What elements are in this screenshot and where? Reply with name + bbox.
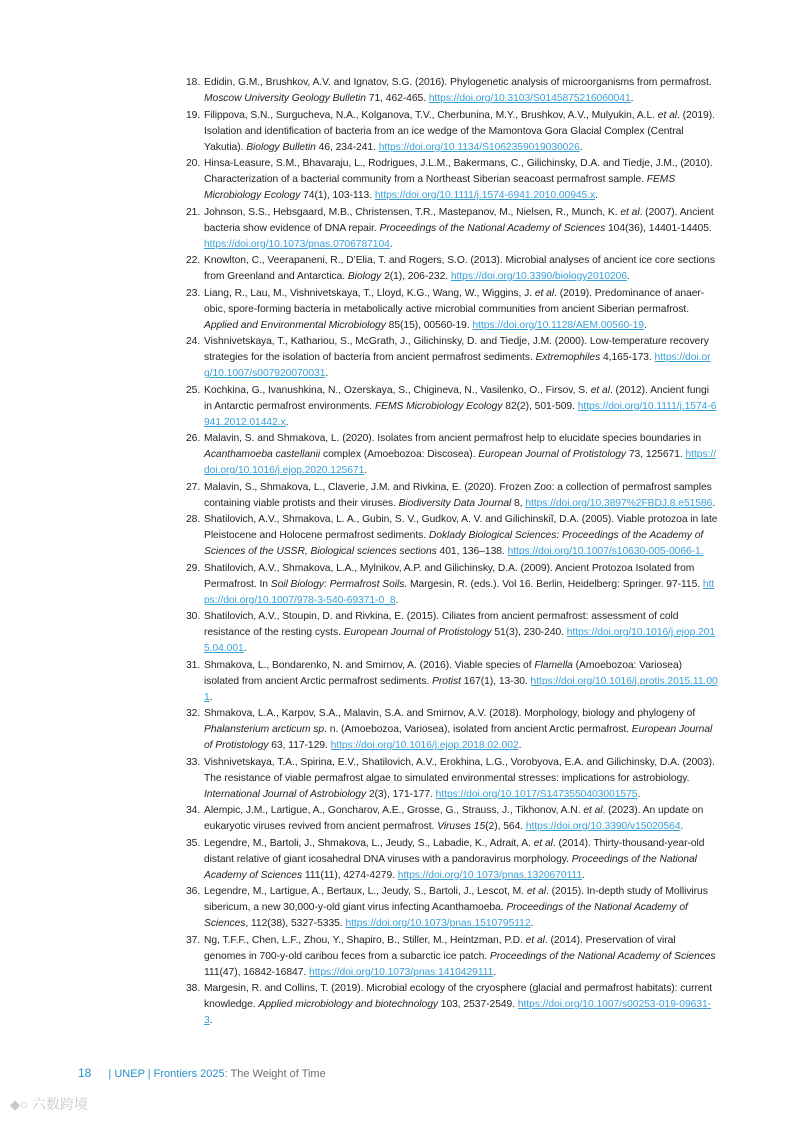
reference-number: 34. [186,805,201,816]
reference-number: 29. [186,562,201,574]
reference-text: Shatilovich, A.V., Shmakova, L.A., Mylnikov, A.P. and Gilichinsky, D.A. (2009). Ancient Protozoa Isolated from Permafrost. In [204,562,695,590]
doi-link[interactable]: https://doi.org/10.1111/j.1574-6941.2012.01442.x [204,400,717,428]
reference-text: . [627,271,630,282]
reference-number: 27. [186,481,201,493]
doi-link[interactable]: https://doi.org/10.1007/978-3-540-69371-0_8 [204,578,715,606]
reference-text: . (2014). Preservation of viral genomes in 700-y-old caribou feces from a subarctic ice patch. [204,934,676,962]
reference-italic-text: et al [534,287,555,299]
reference-text: Knowlton, C., Veerapaneni, R., D’Elia, T. and Rogers, S.O. (2013). Microbial analyses of ancient ice core sections from Greenland and Antarctica. [204,255,715,282]
reference-item [186,981,718,1029]
reference-item [186,286,718,334]
reference-number: 38. [186,983,201,994]
reference-text: 104(36), 14401-14405. [605,222,712,234]
reference-text: 63, 117-129. [268,740,331,751]
reference-text: . [209,1015,213,1026]
reference-text: . (2019). Predominance of anaerobic, spore-forming bacteria in metabolically active microbial communities from ancient Siberian permafrost. [204,287,705,315]
reference-italic-text: et al [590,384,610,396]
reference-text: Malavin, S., Shmakova, L., Claverie, J.M. and Rivkina, E. (2020). Frozen Zoo: a collection of permafrost samples containing viable protists and their viruses. [204,481,712,509]
reference-text: . n. (Amoebozoa, Variosea), isolated from ancient Arctic permafrost. [324,724,632,735]
reference-text: 167(1), 13-30. [460,675,531,687]
reference-item [186,933,718,981]
footer-publication: UNEP | Frontiers 2025: [114,1068,228,1080]
doi-link[interactable]: https://doi.org/10.1016/j.ejop.2018.02.002 [330,740,519,751]
reference-number: 21. [186,206,201,218]
reference-italic-text: Proceedings of the National Academy of Sciences [204,853,697,881]
reference-text: . (2023). An update on eukaryotic viruses revived from ancient permafrost. [204,805,704,832]
reference-text: Ng, T.F.F., Chen, L.F., Zhou, Y., Shapiro, B., Stiller, M., Heintzman, P.D. [204,934,526,946]
reference-text: Hinsa-Leasure, S.M., Bhavaraju, L., Rodrigues, J.L.M., Bakermans, C., Gilichinsky, D.A. and Tiedje, J.M., (2010). Characterization of a bacterial community from a Northeast Siberian seacoast permafrost sample. [204,158,713,185]
reference-text: 46, 234-241. [315,141,379,153]
reference-item [186,156,718,204]
reference-italic-text: Proceedings of the National Academy of Sciences [379,222,606,234]
reference-text: . [285,416,289,428]
page-footer [78,1066,326,1080]
reference-text: . [530,918,534,929]
reference-number: 32. [186,708,201,719]
reference-text: Shmakova, L.A., Karpov, S.A., Malavin, S.A. and Smirnov, A.V. (2018). Morphology, biology and phylogeny of [204,708,696,719]
doi-link[interactable]: https://doi.org/10.1016/j.ejop.2020.125671 [204,449,717,476]
reference-text: 71, 462-465. [365,93,429,104]
reference-italic-text: Flamella [534,659,573,671]
reference-text: . [712,497,716,509]
reference-italic-text: FEMS Microbiology Ecology [204,174,676,201]
doi-link[interactable]: https://doi.org/10.1007/s00253-019-09631-3 [204,999,712,1026]
reference-text: Shatilovich, A.V., Shmakova, L. A., Gubin, S. V., Gudkov, A. V. and Gilichinskiĭ, D.A. (2005). Viable protozoa in late Pleistocene and Holocene permafrost sediments. [204,514,718,541]
doi-link[interactable]: https://doi.org/10.1073/pnas.0706787104 [204,238,390,250]
footer-separator: | [108,1068,112,1080]
reference-text: . [395,594,399,606]
doi-link[interactable]: https://doi.org/10.1134/S1062359019030026 [378,141,580,153]
reference-italic-text: Proceedings of the National Academy of Sciences [489,950,716,962]
reference-text: , 112(38), 5327-5335. [245,918,346,929]
reference-item [186,512,718,560]
reference-italic-text: European Journal of Protistology [204,724,713,751]
reference-text: Legendre, M., Lartigue, A., Bertaux, L., Jeudy, S., Bartoli, J., Lescot, M. [204,886,527,897]
doi-link[interactable]: https://doi.org/10.3103/S0145875216060041 [428,93,631,104]
reference-text: 82(2), 501-509. [502,400,578,412]
reference-text: . [637,788,641,800]
reference-text: (Amoebozoa: Variosea) isolated from ancient Arctic permafrost sediments. [204,659,683,687]
reference-item [186,803,718,835]
doi-link[interactable]: https://doi.org/10.3897%2FBDJ.8.e51586 [525,497,713,509]
reference-italic-text: et al [657,109,678,121]
reference-text: . [643,319,647,331]
reference-italic-text: et al [525,934,545,946]
reference-text: 2(3), 171-177. [366,788,436,800]
page-number: 18 [78,1066,92,1080]
reference-number: 18. [186,77,201,88]
doi-link[interactable]: https://doi.org/10.1016/j.ejop.2015.04.001 [204,627,716,654]
reference-number: 36. [186,886,201,897]
reference-item [186,431,718,479]
reference-text: Margesin, R. (eds.). Vol 16. Berlin, Heidelberg: Springer. 97-115. [407,578,703,590]
reference-item [186,706,718,754]
reference-italic-text: Biodiversity Data Journal [398,497,512,509]
doi-link[interactable]: https://doi.org/10.3390/biology2010206 [450,271,628,282]
reference-number: 26. [186,433,201,444]
reference-text: Edidin, G.M., Brushkov, A.V. and Ignatov, S.G. (2016). Phylogenetic analysis of microorganisms from permafrost. [204,77,712,88]
reference-number: 35. [186,837,201,849]
reference-text: Shatilovich, A.V., Stoupin, D. and Rivkina, E. (2015). Ciliates from ancient permafrost: assessment of cold resistance of the resting cysts. [204,611,679,638]
reference-item [186,561,718,609]
reference-text: . [518,740,522,751]
reference-text: . (2019). Isolation and identification of bacteria from an ice wedge of the Mamontova Gora Glacial Complex (Central Yakutia). [204,109,715,153]
reference-text: . [325,368,329,379]
reference-text: . [582,869,585,881]
reference-item [186,253,718,285]
reference-number: 37. [186,934,201,946]
reference-text: Vishnivetskaya, T.A., Spirina, E.V., Shatilovich, A.V., Erokhina, L.G., Vorobyova, E.A. and Gilichinsky, D.A. (2003). The resistance of viable permafrost algae to simulated environmental stresses: implications for astrobiology. [204,756,715,784]
reference-text: complex (Amoebozoa: Discosea). [320,449,479,460]
reference-item [186,108,718,156]
reference-item [186,836,718,884]
reference-text: . (2007). Ancient bacteria show evidence of DNA repair. [204,206,714,234]
reference-italic-text: et al [620,206,640,218]
watermark-text: 六数跨境 [31,1096,88,1112]
reference-text: Johnson, S.S., Hebsgaard, M.B., Christensen, T.R., Mastepanov, M., Nielsen, R., Munch, K. [204,206,621,218]
reference-number: 24. [186,336,201,347]
reference-text: 4,165-173. [600,352,655,363]
reference-text: 51(3), 230-240. [491,627,567,638]
reference-text: 2(1), 206-232. [381,271,451,282]
footer-title: The Weight of Time [230,1068,326,1080]
reference-text: . [579,141,583,153]
reference-number: 20. [186,158,201,169]
reference-list [186,75,718,1030]
doi-link[interactable]: https://doi.org/10.1073/pnas.1410429111 [309,966,494,978]
reference-italic-text: FEMS Microbiology Ecology [374,400,503,412]
reference-italic-text: Proceedings of the National Academy of Sciences [204,902,688,929]
reference-item [186,334,718,382]
reference-italic-text: Moscow University Geology Bulletin [204,93,366,104]
reference-text: 8, [511,497,526,509]
doi-link[interactable]: https://doi.org/10.1007/s007920070031 [204,352,711,379]
reference-item [186,609,718,657]
reference-italic-text: Extremophiles [535,352,601,363]
reference-text: . [209,691,213,703]
reference-italic-text: Applied and Environmental Microbiology [204,319,386,331]
reference-text: 103, 2537-2549. [437,999,518,1010]
reference-italic-text: Viruses 15 [437,821,486,832]
reference-item [186,658,718,706]
reference-text: . [680,821,684,832]
reference-italic-text: International Journal of Astrobiology [204,788,367,800]
reference-text: Shmakova, L., Bondarenko, N. and Smirnov, A. (2016). Viable species of [204,659,535,671]
reference-italic-text: Biology Bulletin [246,141,316,153]
watermark [10,1094,88,1114]
reference-item [186,755,718,803]
reference-italic-text: et al [526,886,547,897]
reference-text: Margesin, R. and Collins, T. (2019). Microbial ecology of the cryosphere (glacial and permafrost habitats): current knowledge. [204,983,712,1010]
reference-item [186,205,718,253]
reference-number: 31. [186,659,201,671]
reference-italic-text: Applied microbiology and biotechnology [258,999,438,1010]
reference-italic-text: Protist [432,675,461,687]
reference-item [186,884,718,932]
reference-text: Kochkina, G., Ivanushkina, N., Ozerskaya, S., Chigineva, N., Vasilenko, O., Firsov, S. [204,384,591,396]
doi-link[interactable]: https://doi.org/10.1017/S1473550403001575 [435,788,638,800]
reference-number: 30. [186,611,201,622]
doi-link[interactable]: https://doi.org/10.1016/j.protis.2015.11.001 [204,675,718,703]
reference-text: Liang, R., Lau, M., Vishnivetskaya, T., Lloyd, K.G., Wang, W., Wiggins, J. [204,287,535,299]
reference-italic-text: Soil Biology: Permafrost Soils. [270,578,408,590]
reference-text: 111(11), 4274-4279. [302,869,398,881]
reference-text: . (2012). Ancient fungi in Antarctic permafrost environments. [204,384,709,412]
reference-item [186,75,718,107]
reference-italic-text: et al [583,805,603,816]
doi-link[interactable]: https://doi.org/10.1128/AEM.00560-19 [472,319,644,331]
reference-italic-text: European Journal of Protistology [343,627,492,638]
reference-italic-text: European Journal of Protistology [478,449,627,460]
reference-text: (2), 564. [485,821,526,832]
reference-text: 85(15), 00560-19. [385,319,473,331]
reference-number: 22. [186,255,201,266]
reference-text: . [389,238,393,250]
reference-text: Vishnivetskaya, T., Kathariou, S., McGrath, J., Gilichinsky, D. and Tiedje, J.M. (2000). Low-temperature recovery strategies for the isolation of bacteria from ancient permafrost sediments. [204,336,709,363]
logo-icon: ◆○ [10,1097,28,1112]
reference-italic-text: Phalansterium arcticum sp [204,724,325,735]
reference-text: . [243,643,247,654]
reference-text: Filippova, S.N., Surgucheva, N.A., Kolganova, T.V., Cherbunina, M.Y., Brushkov, A.V., Mulyukin, A.L. [204,109,658,121]
reference-text: Legendre, M., Bartoli, J., Shmakova, L., Jeudy, S., Labadie, K., Adrait, A. [204,837,534,849]
reference-text: . (2014). Thirty-thousand-year-old distant relative of giant icosahedral DNA viruses with a pandoravirus morphology. [204,837,705,865]
reference-italic-text: Biology [347,271,382,282]
reference-number: 33. [186,756,201,768]
reference-text: 73, 125671. [626,449,686,460]
reference-text: Malavin, S. and Shmakova, L. (2020). Isolates from ancient permafrost help to elucidate species boundaries in [204,433,702,444]
doi-link[interactable]: https://doi.org/10.1073/pnas.1510795112 [345,918,531,929]
reference-text: 111(47), 16842-16847. [204,966,310,978]
reference-number: 28. [186,514,201,525]
reference-item [186,480,718,512]
doi-link[interactable]: https://doi.org/10.1073/pnas.1320670111 [397,869,583,881]
reference-item [186,383,718,431]
reference-italic-text: Acanthamoeba castellanii [204,449,321,460]
reference-text: . [630,93,634,104]
reference-text: 74(1), 103-113. [300,190,375,201]
reference-italic-text: et al [533,837,553,849]
doi-link[interactable]: https://doi.org/10.1007/s10630-005-0066-1. [507,546,704,557]
doi-link[interactable]: https://doi.org/10.3390/v15020564 [525,821,681,832]
doi-link[interactable]: https://doi.org/10.1111/j.1574-6941.2010.00945.x [374,190,596,201]
reference-text: . (2015). In-depth study of Mollivirus sibericum, a new 30,000-y-old giant virus infecting Acanthamoeba. [204,886,708,913]
reference-text: . [595,190,598,201]
reference-italic-text: Doklady Biological Sciences: Proceedings of the Academy of Sciences of the USSR, Biological sciences sections [204,530,704,557]
reference-number: 25. [186,384,201,396]
reference-text: Alempic, J.M., Lartigue, A., Goncharov, A.E., Grosse, G., Strauss, J., Tikhonov, A.N. [204,805,584,816]
reference-number: 23. [186,287,201,299]
reference-text: . [364,465,368,476]
reference-text: 401, 136–138. [436,546,508,557]
reference-number: 19. [186,109,201,121]
reference-text: . [493,966,497,978]
